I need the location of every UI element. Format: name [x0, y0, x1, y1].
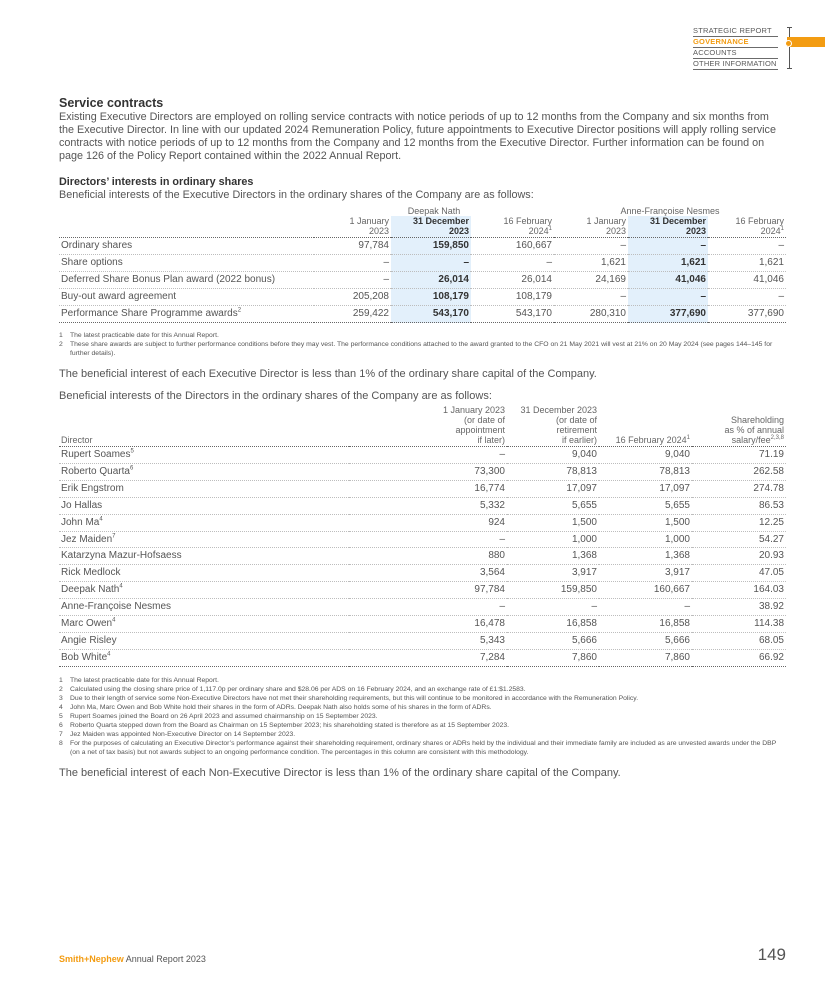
table-cell: 280,310: [554, 306, 628, 323]
table-cell: 5,655: [599, 497, 692, 514]
row-label: Ordinary shares: [59, 238, 314, 255]
table-cell: 7,860: [599, 649, 692, 666]
table-cell: 9,040: [507, 447, 599, 464]
table-cell: 3,564: [349, 565, 507, 582]
table-cell: 262.58: [692, 463, 786, 480]
director-name: Deepak Nath$^4$: [59, 582, 349, 599]
row-label: Buy-out award agreement: [59, 289, 314, 306]
footnote: 2 Calculated using the closing share price of 1,117.0p per ordinary share and $28.06 per ADS on 16 February 2024, and an exchange rate of £1:$1.2583.: [59, 685, 526, 693]
table-cell: 159,850: [507, 582, 599, 599]
table-row: [59, 255, 786, 272]
table-cell: 68.05: [692, 632, 786, 649]
table-cell: 880: [349, 548, 507, 565]
table-row: [59, 616, 786, 633]
table-row: [59, 565, 786, 582]
non-executive-interest-statement: The beneficial interest of each Non-Executive Director is less than 1% of the ordinary share capital of the Company.: [59, 766, 621, 779]
table-cell: –: [708, 289, 786, 306]
table-cell: 17,097: [507, 480, 599, 497]
table-cell: 97,784: [349, 582, 507, 599]
group-header: Deepak Nath: [407, 206, 461, 216]
director-name: Roberto Quarta$^6$: [59, 463, 349, 480]
table-cell: 17,097: [599, 480, 692, 497]
footnote: 3 Due to their length of service some Non-Executive Directors have not met their shareholding requirements, but this will continue to be monitored in accordance with the Remuneration Policy.: [59, 694, 639, 702]
column-header-year: 2023: [391, 226, 471, 238]
column-header: 16 February: [735, 216, 784, 226]
executive-interests-intro: Beneficial interests of the Executive Directors in the ordinary shares of the Company are as follows:: [59, 189, 534, 201]
table-cell: –: [349, 599, 507, 616]
table-cell: –: [391, 255, 471, 272]
column-header: 16 February: [503, 216, 552, 226]
footer-report-title: [59, 954, 206, 964]
brand-name: Smith+Nephew: [59, 954, 124, 964]
table-cell: 274.78: [692, 480, 786, 497]
table-row: [59, 306, 786, 323]
footnote: 1 The latest practicable date for this Annual Report.: [59, 676, 219, 684]
table-cell: 1,621: [554, 255, 628, 272]
table-cell: 159,850: [391, 238, 471, 255]
director-name: Marc Owen$^4$: [59, 616, 349, 633]
director-name: Rupert Soames$^5$: [59, 447, 349, 464]
table-row: [59, 463, 786, 480]
table-cell: 3,917: [507, 565, 599, 582]
director-name: Jo Hallas: [59, 497, 349, 514]
table-cell: 259,422: [314, 306, 391, 323]
column-header-year: 2024$^1$: [471, 226, 554, 238]
table-row: [59, 272, 786, 289]
table-cell: 1,500: [507, 514, 599, 531]
table-row: [59, 582, 786, 599]
column-header-year: 2023: [628, 226, 708, 238]
table-cell: –: [628, 238, 708, 255]
table-cell: 24,169: [554, 272, 628, 289]
table-cell: –: [628, 289, 708, 306]
executive-interest-statement: The beneficial interest of each Executive Director is less than 1% of the ordinary share capital of the Company.: [59, 368, 597, 380]
table-cell: 160,667: [471, 238, 554, 255]
nav-active-marker: [785, 40, 792, 47]
table-row: [59, 599, 786, 616]
table-row: [59, 531, 786, 548]
nav-rail: [789, 27, 790, 69]
table-cell: 26,014: [471, 272, 554, 289]
table-row: [59, 632, 786, 649]
executive-interests-notes: [59, 331, 786, 358]
table-cell: –: [349, 447, 507, 464]
column-header-director: Director: [59, 405, 349, 447]
column-header: 31 December 2023 (or date of retirement if earlier): [507, 405, 599, 447]
table-row: [59, 649, 786, 666]
section-nav: [693, 26, 825, 70]
director-name: Anne-Françoise Nesmes: [59, 599, 349, 616]
director-name: Jez Maiden$^7$: [59, 531, 349, 548]
directors-interests-heading: Directors’ interests in ordinary shares: [59, 176, 254, 188]
table-cell: –: [349, 531, 507, 548]
page-number: 149: [757, 945, 786, 964]
table-cell: 1,500: [599, 514, 692, 531]
table-row: [59, 548, 786, 565]
table-cell: –: [554, 289, 628, 306]
table-cell: 9,040: [599, 447, 692, 464]
nav-accounts[interactable]: ACCOUNTS: [693, 48, 778, 59]
column-header: Shareholding as % of annual salary/fee$^{2,3,8}$: [692, 405, 786, 447]
table-cell: 73,300: [349, 463, 507, 480]
table-cell: 16,478: [349, 616, 507, 633]
column-header: 1 January: [349, 216, 389, 226]
table-cell: 377,690: [708, 306, 786, 323]
table-cell: 1,621: [708, 255, 786, 272]
nav-strategic-report[interactable]: STRATEGIC REPORT: [693, 26, 778, 37]
directors-interests-notes: [59, 676, 786, 757]
row-label: Performance Share Programme awards$^2$: [59, 306, 314, 323]
column-header-year: 2023: [554, 226, 628, 238]
table-row: [59, 497, 786, 514]
table-cell: 1,368: [507, 548, 599, 565]
footnote: 7 Jez Maiden was appointed Non-Executive Director on 14 September 2023.: [59, 730, 296, 738]
table-cell: 66.92: [692, 649, 786, 666]
table-cell: 12.25: [692, 514, 786, 531]
nav-tick: [787, 68, 792, 69]
table-cell: 71.19: [692, 447, 786, 464]
table-cell: 16,858: [507, 616, 599, 633]
column-header-year: 2023: [314, 226, 391, 238]
table-row: [59, 447, 786, 464]
footnote: 8 For the purposes of calculating an Executive Director’s performance against their shareholding requirement, ordinary shares or ADRs held by the individual and their immediate family are included as are unvested awards under the DBP (on a net of tax basis) but not awards subject to an ongoing performance condition. The percentages in this column are consistent with this methodology.: [59, 739, 777, 756]
table-cell: 16,858: [599, 616, 692, 633]
table-cell: 3,917: [599, 565, 692, 582]
report-name: Annual Report 2023: [125, 954, 206, 964]
table-cell: 1,368: [599, 548, 692, 565]
nav-other-information[interactable]: OTHER INFORMATION: [693, 59, 777, 68]
footnote: 4 John Ma, Marc Owen and Bob White hold their shares in the form of ADRs. Deepak Nath also holds some of his shares in the form of ADRs.: [59, 703, 492, 711]
nav-governance[interactable]: GOVERNANCE: [693, 37, 778, 48]
table-cell: 160,667: [599, 582, 692, 599]
footnote: 1 The latest practicable date for this Annual Report.: [59, 332, 219, 339]
main-content: [59, 95, 786, 780]
row-label: Deferred Share Bonus Plan award (2022 bonus): [59, 272, 314, 289]
table-cell: –: [708, 238, 786, 255]
table-cell: 114.38: [692, 616, 786, 633]
table-cell: –: [554, 238, 628, 255]
table-cell: 543,170: [471, 306, 554, 323]
table-cell: 5,666: [599, 632, 692, 649]
table-cell: –: [507, 599, 599, 616]
table-cell: 5,332: [349, 497, 507, 514]
table-cell: 41,046: [628, 272, 708, 289]
table-cell: 205,208: [314, 289, 391, 306]
table-cell: –: [471, 255, 554, 272]
table-cell: 47.05: [692, 565, 786, 582]
column-header-year: 2024$^1$: [708, 226, 786, 238]
director-name: Bob White$^4$: [59, 649, 349, 666]
table-cell: 924: [349, 514, 507, 531]
table-cell: 97,784: [314, 238, 391, 255]
table-cell: 1,000: [599, 531, 692, 548]
director-name: Katarzyna Mazur-Hofsaess: [59, 548, 349, 565]
group-header: Anne-Françoise Nesmes: [620, 206, 720, 216]
director-name: Erik Engstrom: [59, 480, 349, 497]
nav-active-tab: [787, 37, 825, 47]
table-cell: 78,813: [599, 463, 692, 480]
table-cell: –: [599, 599, 692, 616]
service-contracts-body: Existing Executive Directors are employed on rolling service contracts with notice periods of up to 12 months from the Company and six months from the Executive Director. In line with our updated 2024 Remuneration Policy, future appointments to Executive Director positions will apply rolling service contracts with notice periods of up to 12 months from the Company and 12 months from the Executive Director. Further information can be found on page 126 of the Policy Report contained within the 2022 Annual Report.: [59, 111, 776, 162]
service-contracts-heading: Service contracts: [59, 96, 164, 110]
column-header: 31 December: [391, 216, 471, 226]
column-header: 31 December: [628, 216, 708, 226]
directors-interests-table: [59, 405, 786, 667]
table-cell: 108,179: [391, 289, 471, 306]
table-row: [59, 514, 786, 531]
table-cell: 1,000: [507, 531, 599, 548]
table-cell: 26,014: [391, 272, 471, 289]
nav-tick: [787, 27, 792, 28]
table-row: [59, 289, 786, 306]
table-cell: 5,343: [349, 632, 507, 649]
column-header: 1 January 2023 (or date of appointment if later): [349, 405, 507, 447]
table-cell: 5,655: [507, 497, 599, 514]
table-cell: 54.27: [692, 531, 786, 548]
table-cell: 38.92: [692, 599, 786, 616]
table-cell: 78,813: [507, 463, 599, 480]
table-row: [59, 480, 786, 497]
table-cell: 164.03: [692, 582, 786, 599]
footnote: 2 These share awards are subject to further performance conditions before they may vest. The performance conditions attached to the award granted to the CFO on 21 May 2021 will vest at 21% on 20 May 2024 (see pages 144–145 for further details).: [59, 341, 773, 357]
table-cell: 7,860: [507, 649, 599, 666]
director-name: John Ma$^4$: [59, 514, 349, 531]
column-header: 1 January: [586, 216, 626, 226]
executive-interests-table: [59, 206, 786, 323]
footnote: 6 Roberto Quarta stepped down from the Board as Chairman on 15 September 2023; his shareholding stated is therefore as at 15 September 2023.: [59, 721, 510, 729]
directors-interests-intro: Beneficial interests of the Directors in the ordinary shares of the Company are as follows:: [59, 390, 492, 402]
table-cell: 41,046: [708, 272, 786, 289]
table-cell: –: [314, 255, 391, 272]
column-header: 16 February 2024$^1$: [599, 405, 692, 447]
director-name: Angie Risley: [59, 632, 349, 649]
table-cell: 377,690: [628, 306, 708, 323]
table-cell: 16,774: [349, 480, 507, 497]
table-cell: 1,621: [628, 255, 708, 272]
table-cell: 5,666: [507, 632, 599, 649]
director-name: Rick Medlock: [59, 565, 349, 582]
table-cell: 7,284: [349, 649, 507, 666]
table-cell: 543,170: [391, 306, 471, 323]
table-row: [59, 238, 786, 255]
row-label: Share options: [59, 255, 314, 272]
footnote: 5 Rupert Soames joined the Board on 26 April 2023 and assumed chairmanship on 15 September 2023.: [59, 712, 378, 720]
table-cell: 20.93: [692, 548, 786, 565]
table-cell: 108,179: [471, 289, 554, 306]
table-cell: 86.53: [692, 497, 786, 514]
table-cell: –: [314, 272, 391, 289]
